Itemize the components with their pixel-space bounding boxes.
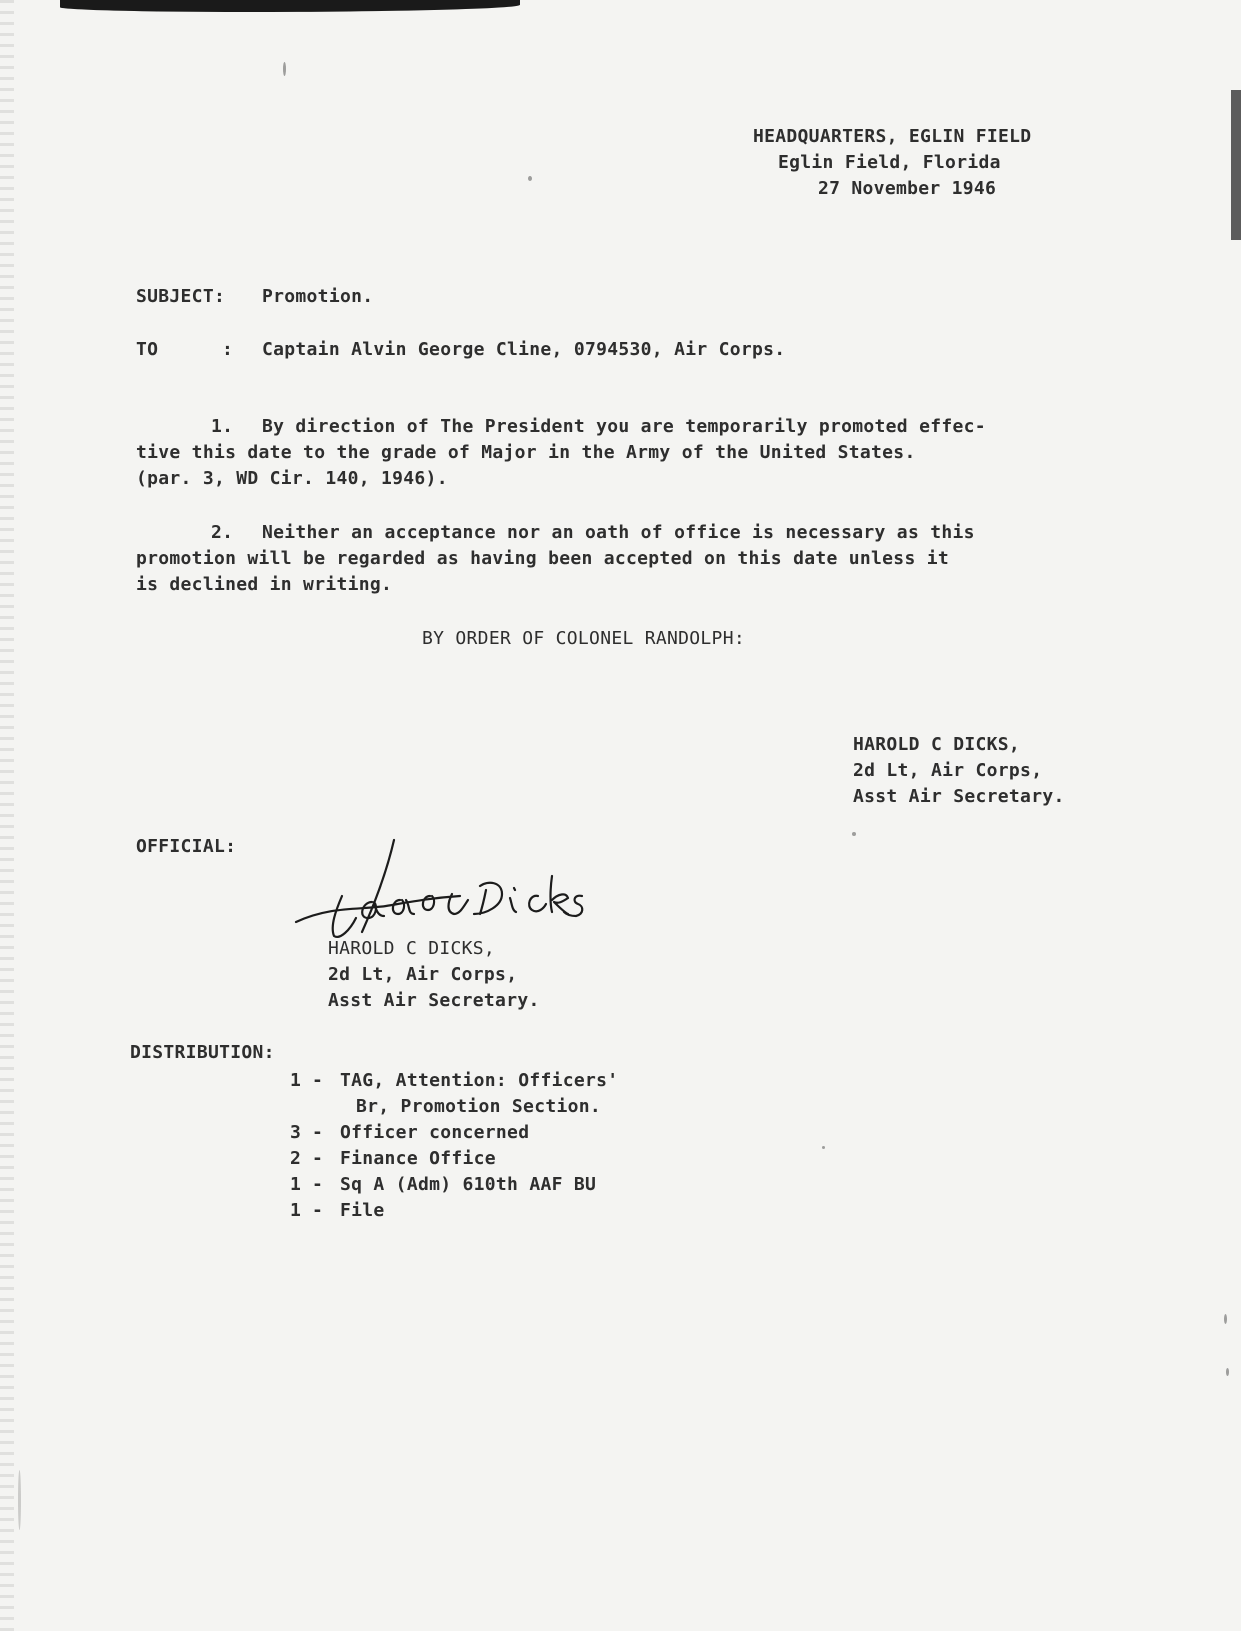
scan-speck [18, 1470, 21, 1530]
scan-edge-smudge [60, 0, 520, 12]
heading-date: 27 November 1946 [818, 178, 997, 199]
paragraph-number: 1. [211, 416, 234, 437]
paragraph-line: By direction of The President you are temporarily promoted effec- [262, 416, 986, 437]
signatory-name: HAROLD C DICKS, [853, 734, 1021, 755]
distribution-dash: - [312, 1174, 324, 1195]
distribution-text: Sq A (Adm) 610th AAF BU [340, 1174, 597, 1195]
distribution-count: 1 [290, 1070, 302, 1091]
distribution-count: 2 [290, 1148, 302, 1169]
distribution-count: 1 [290, 1200, 302, 1221]
paragraph-line: (par. 3, WD Cir. 140, 1946). [136, 468, 448, 489]
scan-speck [1226, 1368, 1229, 1376]
to-label: TO [136, 339, 159, 360]
paragraph-line: tive this date to the grade of Major in the Army of the United States. [136, 442, 916, 463]
official-title: Asst Air Secretary. [328, 990, 540, 1011]
signatory-title: Asst Air Secretary. [853, 786, 1065, 807]
scan-speck [822, 1146, 825, 1149]
order-line: BY ORDER OF COLONEL RANDOLPH: [422, 628, 745, 649]
distribution-text-continued: Br, Promotion Section. [356, 1096, 602, 1117]
distribution-label: DISTRIBUTION: [130, 1042, 275, 1063]
distribution-dash: - [312, 1122, 324, 1143]
distribution-text: TAG, Attention: Officers' [340, 1070, 619, 1091]
distribution-count: 1 [290, 1174, 302, 1195]
distribution-dash: - [312, 1070, 324, 1091]
heading-unit: HEADQUARTERS, EGLIN FIELD [753, 126, 1032, 147]
distribution-text: Officer concerned [340, 1122, 530, 1143]
official-label: OFFICIAL: [136, 836, 237, 857]
distribution-dash: - [312, 1148, 324, 1169]
heading-location: Eglin Field, Florida [778, 152, 1001, 173]
scan-speck [283, 62, 286, 76]
paragraph-number: 2. [211, 522, 234, 543]
scan-speck [1224, 1314, 1227, 1324]
scan-speck [528, 176, 532, 181]
subject-value: Promotion. [262, 286, 374, 307]
subject-label: SUBJECT: [136, 286, 226, 307]
paragraph-line: Neither an acceptance nor an oath of office is necessary as this [262, 522, 975, 543]
to-value: Captain Alvin George Cline, 0794530, Air Corps. [262, 339, 786, 360]
distribution-count: 3 [290, 1122, 302, 1143]
distribution-dash: - [312, 1200, 324, 1221]
to-separator: : [222, 339, 234, 360]
official-rank: 2d Lt, Air Corps, [328, 964, 518, 985]
scan-speck [852, 832, 856, 836]
scan-edge-shadow [0, 0, 14, 1631]
paragraph-line: promotion will be regarded as having been accepted on this date unless it [136, 548, 949, 569]
scan-edge-smudge [1231, 90, 1241, 240]
signatory-rank: 2d Lt, Air Corps, [853, 760, 1043, 781]
distribution-text: Finance Office [340, 1148, 496, 1169]
official-name: HAROLD C DICKS, [328, 938, 496, 959]
handwritten-signature [290, 836, 600, 946]
paragraph-line: is declined in writing. [136, 574, 393, 595]
distribution-text: File [340, 1200, 385, 1221]
